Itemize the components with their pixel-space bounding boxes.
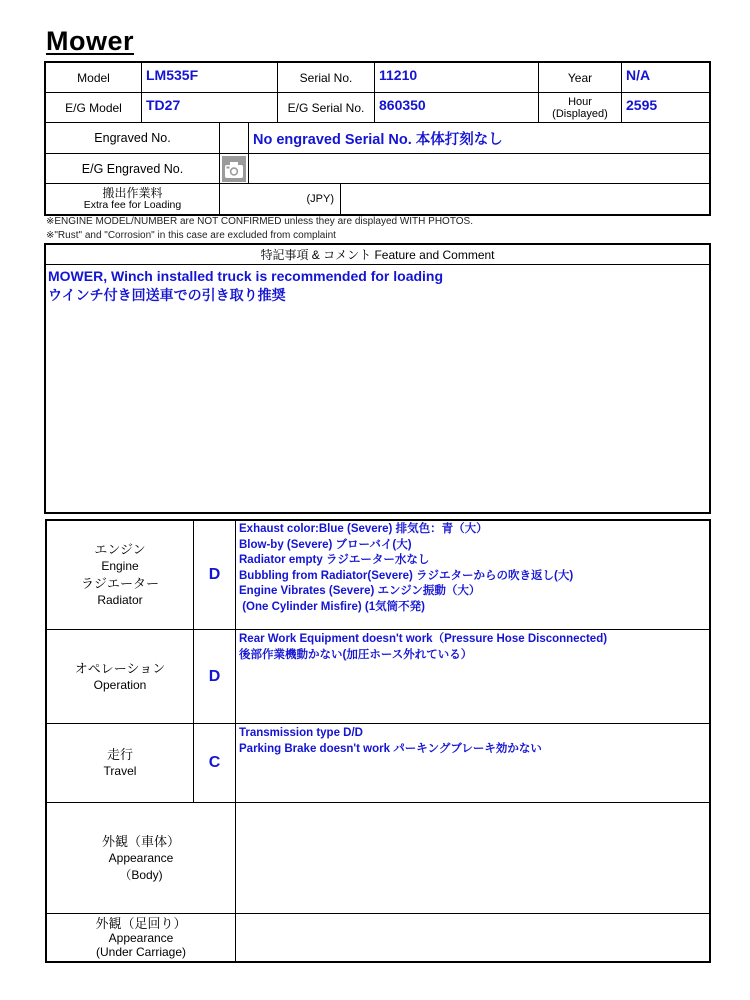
comment-line: (One Cylinder Misfire) (1気筒不発) xyxy=(239,600,425,613)
model-value: LM535F xyxy=(146,67,199,83)
engine-label-en: Engine xyxy=(101,559,139,573)
comment-appearance-body xyxy=(236,803,709,913)
feature-line-2: ウインチ付き回送車での引き取り推奨 xyxy=(48,287,286,303)
year-label: Year xyxy=(567,70,593,85)
eg-model-value: TD27 xyxy=(146,97,181,113)
comment-line: Blow-by (Severe) ブローバイ(大) xyxy=(239,538,412,551)
grade-travel: C xyxy=(208,754,221,771)
hour-label-line2: (Displayed) xyxy=(552,107,608,120)
grade-operation: D xyxy=(208,667,221,685)
feature-header: 特記事項 & コメント Feature and Comment xyxy=(260,248,495,262)
loading-label xyxy=(46,184,219,214)
comment-line: Transmission type D/D xyxy=(239,727,363,739)
operation-label-en: Operation xyxy=(93,677,147,692)
condition-label-travel xyxy=(47,724,193,802)
comment-line: 後部作業機動かない(加圧ホース外れている） xyxy=(239,648,473,661)
comment-line: Engine Vibrates (Severe) エンジン振動（大） xyxy=(239,585,481,597)
comment-travel xyxy=(236,724,709,802)
eg-serial-label: E/G Serial No. xyxy=(287,100,365,115)
comment-line: Rear Work Equipment doesn't work（Pressure Hose Disconnected) xyxy=(239,633,608,645)
serial-value: 11210 xyxy=(379,67,418,83)
eg-engraved-label: E/G Engraved No. xyxy=(81,161,184,176)
appearance-uc-label-ja: 外観（足回り） xyxy=(95,915,187,931)
condition-label-engine xyxy=(47,521,193,629)
page-title: Mower xyxy=(46,26,135,56)
condition-label-appearance-undercarriage xyxy=(47,914,235,961)
comment-engine xyxy=(236,521,709,629)
travel-label-en: Travel xyxy=(103,764,137,778)
condition-label-operation xyxy=(47,630,193,723)
engine-label-ja: エンジン xyxy=(94,542,146,557)
comment-appearance-undercarriage xyxy=(236,914,709,961)
loading-label-en: Extra fee for Loading xyxy=(83,199,182,211)
comment-line: Parking Brake doesn't work パーキングブレーキ効かない xyxy=(239,742,542,755)
radiator-label-en: Radiator xyxy=(97,593,143,607)
engraved-value: No engraved Serial No. 本体打刻なし xyxy=(253,132,503,148)
eg-model-label: E/G Model xyxy=(65,100,122,115)
feature-line-1: MOWER, Winch installed truck is recommended for loading xyxy=(48,268,444,284)
engraved-label: Engraved No. xyxy=(94,131,171,145)
appearance-body-label-sub: （Body) xyxy=(119,867,163,882)
model-label: Model xyxy=(77,70,110,85)
loading-value xyxy=(341,184,709,214)
comment-line: Exhaust color:Blue (Severe) 排気色：青（大） xyxy=(239,523,488,535)
grade-engine: D xyxy=(208,566,221,583)
condition-label-appearance-body xyxy=(47,803,235,913)
comment-line: Bubbling from Radiator(Severe) ラジエターからの吹き返し(大) xyxy=(239,569,574,582)
loading-label-ja: 搬出作業料 xyxy=(102,186,163,200)
loading-currency: (JPY) xyxy=(306,193,334,205)
hour-value: 2595 xyxy=(626,97,658,113)
eg-serial-value: 860350 xyxy=(379,97,426,113)
year-value: N/A xyxy=(626,67,651,83)
appearance-uc-label-sub: (Under Carriage) xyxy=(95,944,187,959)
travel-label-ja: 走行 xyxy=(106,747,133,762)
serial-label: Serial No. xyxy=(299,70,353,85)
note-rust: ※"Rust" and "Corrosion" in this case are excluded from complaint xyxy=(46,230,336,241)
comment-operation xyxy=(236,630,709,723)
feature-comment xyxy=(48,267,708,305)
eg-engraved-value xyxy=(249,154,709,183)
appearance-body-label-ja: 外観（車体） xyxy=(101,833,180,849)
operation-label-ja: オペレーション xyxy=(74,660,166,676)
camera-icon[interactable] xyxy=(222,156,246,182)
comment-line: Radiator empty ラジエーター水なし xyxy=(239,554,430,566)
appearance-uc-label-en: Appearance xyxy=(108,930,174,945)
appearance-body-label-en: Appearance xyxy=(108,850,174,865)
hour-label-line1: Hour xyxy=(568,95,592,108)
hour-label xyxy=(539,93,621,122)
note-engine: ※ENGINE MODEL/NUMBER are NOT CONFIRMED unless they are displayed WITH PHOTOS. xyxy=(46,216,473,227)
radiator-label-ja: ラジエーター xyxy=(80,576,159,591)
